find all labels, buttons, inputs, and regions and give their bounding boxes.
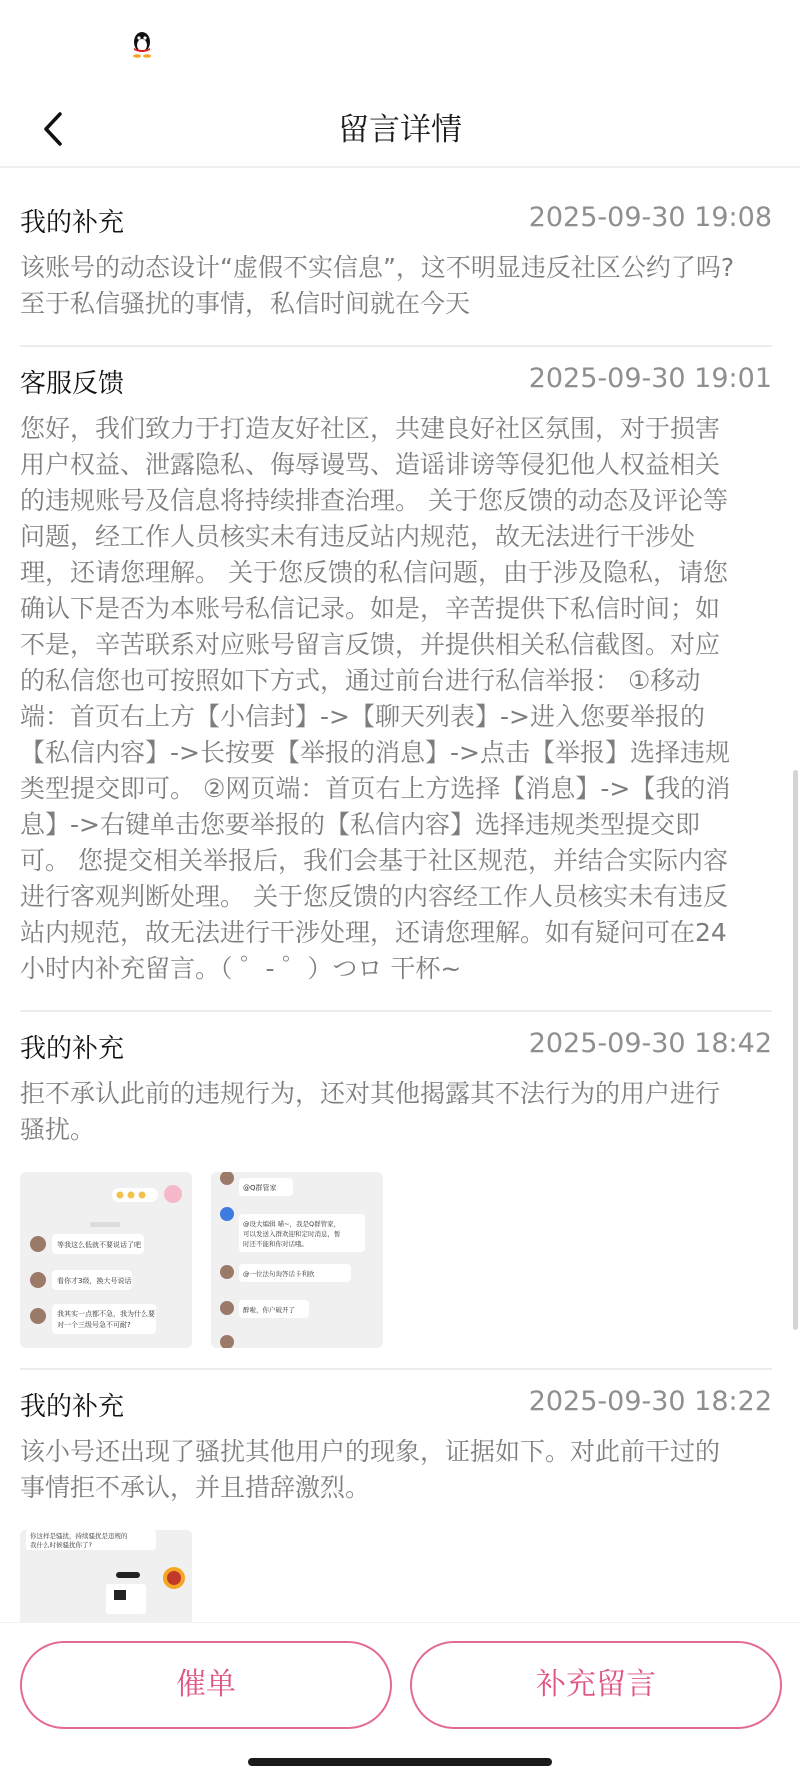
chat-line-text: @一位法句询答话卡利欧 bbox=[243, 1270, 315, 1278]
chat-screenshot-image bbox=[20, 1530, 192, 1622]
chat-bubble-text: 看你才3级，换大号说话 bbox=[57, 1277, 132, 1285]
entry-line: 的私信您也可按照如下方式，通过前台进行私信举报： ①移动 bbox=[20, 666, 701, 695]
entry-body bbox=[20, 1076, 772, 1148]
chat-bubble-text: 等我这么低就不要说话了吧 bbox=[57, 1241, 141, 1249]
chat-line-text: 你这样是骚扰，持续骚扰是违规的 bbox=[30, 1532, 128, 1540]
entry-line: 该账号的动态设计“虚假不实信息”，这不明显违反社区公约了吗? bbox=[20, 253, 735, 282]
entry-line: 不是，辛苦联系对应账号留言反馈，并提供相关私信截图。对应 bbox=[20, 630, 721, 659]
bottom-action-bar bbox=[0, 1622, 800, 1780]
entry-time: 2025-09-30 19:01 bbox=[528, 363, 772, 394]
entry-line: 理，还请您理解。 关于您反馈的私信问题，由于涉及隐私，请您 bbox=[20, 558, 728, 587]
entry-line: 类型提交即可。 ②网页端：首页右上方选择【消息】->【我的消 bbox=[20, 774, 731, 803]
image-thumbnail[interactable] bbox=[20, 1172, 192, 1348]
image-thumbnail[interactable] bbox=[211, 1172, 383, 1348]
scrollbar[interactable] bbox=[793, 770, 798, 1330]
chat-line-text: @Q群管家 bbox=[243, 1184, 277, 1192]
entry-line: 至于私信骚扰的事情，私信时间就在今天 bbox=[20, 289, 471, 318]
entry-line: 的违规账号及信息将持续排查治理。 关于您反馈的动态及评论等 bbox=[20, 486, 728, 515]
entry-title: 我的补充 bbox=[20, 1034, 125, 1064]
entry-line: 该小号还出现了骚扰其他用户的现象，证据如下。对此前干过的 bbox=[20, 1437, 721, 1466]
entry-line: 问题，经工作人员核实未有违反站内规范，故无法进行干涉处 bbox=[20, 522, 696, 551]
entry-line: 事情拒不承认，并且措辞激烈。 bbox=[20, 1473, 371, 1502]
urge-button[interactable]: 催单 bbox=[20, 1641, 392, 1729]
qq-penguin-icon bbox=[130, 30, 154, 58]
chat-line-text: @设大编辑 喵~，我是Q群管家， bbox=[243, 1220, 341, 1228]
entry-line: 进行客观判断处理。 关于您反馈的内容经工作人员核实未有违反 bbox=[20, 882, 728, 911]
entry-title: 我的补充 bbox=[20, 1392, 125, 1422]
chat-bubble-text: 对一个三级号急不可耐? bbox=[57, 1321, 131, 1329]
entry-line: 端：首页右上方【小信封】->【聊天列表】->进入您要举报的 bbox=[20, 702, 705, 731]
nav-bar bbox=[0, 90, 800, 168]
message-entry bbox=[20, 1386, 772, 1506]
entry-time: 2025-09-30 19:08 bbox=[528, 202, 772, 233]
entry-time: 2025-09-30 18:22 bbox=[528, 1386, 772, 1417]
home-indicator[interactable] bbox=[248, 1758, 552, 1766]
message-entry bbox=[20, 1028, 772, 1148]
page-title: 留言详情 bbox=[338, 112, 462, 148]
entry-title: 我的补充 bbox=[20, 208, 125, 238]
chat-screenshot-image bbox=[20, 1172, 192, 1348]
divider bbox=[20, 345, 772, 347]
entry-line: 用户权益、泄露隐私、侮辱谩骂、造谣诽谤等侵犯他人权益相关 bbox=[20, 450, 721, 479]
entry-body bbox=[20, 250, 772, 322]
entry-line: 小时内补充留言。（ ゜- ゜）つロ 干杯~ bbox=[20, 954, 462, 983]
entry-line: 站内规范，故无法进行干涉处理，还请您理解。如有疑问可在24 bbox=[20, 918, 727, 947]
entry-body bbox=[20, 1434, 772, 1506]
chat-screenshot-image bbox=[211, 1172, 383, 1348]
message-entry bbox=[20, 363, 772, 987]
chat-bubble-text: 我其实一点都不急，我为什么要 bbox=[57, 1310, 155, 1318]
supplement-message-button[interactable]: 补充留言 bbox=[410, 1641, 782, 1729]
entry-title: 客服反馈 bbox=[20, 369, 125, 399]
message-list[interactable] bbox=[0, 170, 800, 1622]
divider bbox=[20, 1010, 772, 1012]
image-thumbnail[interactable] bbox=[20, 1530, 192, 1622]
entry-line: 可。 您提交相关举报后，我们会基于社区规范，并结合实际内容 bbox=[20, 846, 728, 875]
entry-time: 2025-09-30 18:42 bbox=[528, 1028, 772, 1059]
entry-line: 【私信内容】->长按要【举报的消息】->点击【举报】选择违规 bbox=[20, 738, 730, 767]
chat-line-text: 可以发送入群欢迎和定时消息，暂 bbox=[243, 1230, 341, 1238]
entry-line: 确认下是否为本账号私信记录。如是，辛苦提供下私信时间；如 bbox=[20, 594, 721, 623]
entry-line: 骚扰。 bbox=[20, 1115, 96, 1144]
divider bbox=[20, 1368, 772, 1370]
chat-line-text: 我什么时候骚扰你了? bbox=[30, 1541, 92, 1549]
entry-line: 拒不承认此前的违规行为，还对其他揭露其不法行为的用户进行 bbox=[20, 1079, 721, 1108]
entry-body bbox=[20, 411, 772, 987]
status-bar bbox=[0, 0, 800, 90]
entry-line: 息】->右键单击您要举报的【私信内容】选择违规类型提交即 bbox=[20, 810, 700, 839]
chat-line-text: 时还不能和你对话哦。 bbox=[243, 1240, 308, 1248]
message-entry bbox=[20, 202, 772, 322]
chat-line-text: 醉啦，你户破开了 bbox=[243, 1306, 295, 1314]
entry-line: 您好，我们致力于打造友好社区，共建良好社区氛围，对于损害 bbox=[20, 414, 721, 443]
